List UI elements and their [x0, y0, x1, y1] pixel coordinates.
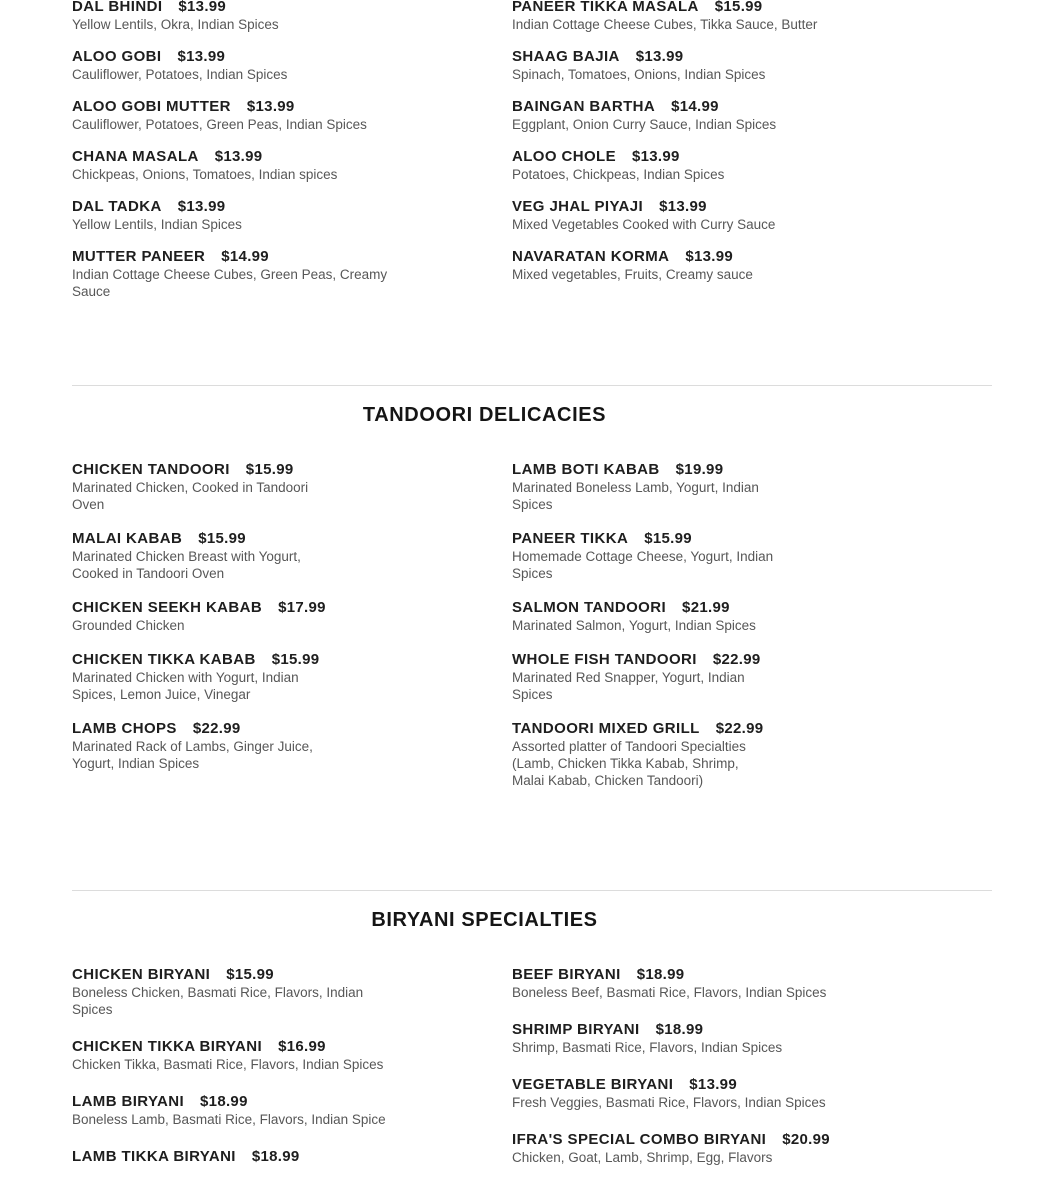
section-columns — [72, 966, 992, 1186]
menu-section-tandoori-delicacies — [72, 385, 992, 806]
menu-item-header — [72, 148, 512, 166]
menu-item-dal-bhindi — [72, 0, 512, 33]
menu-item-header — [72, 1148, 512, 1166]
menu-item-description: Marinated Salmon, Yogurt, Indian Spices — [512, 618, 756, 633]
menu-item-name: LAMB CHOPS — [72, 720, 177, 737]
menu-item-price: $21.99 — [682, 599, 730, 616]
menu-item-header — [512, 198, 952, 216]
menu-item-description: Fresh Veggies, Basmati Rice, Flavors, Indian Spices — [512, 1095, 826, 1110]
menu-item-name: LAMB BIRYANI — [72, 1093, 185, 1110]
menu-item-price: $13.99 — [177, 198, 226, 215]
menu-item-header — [512, 48, 952, 66]
menu-item-header — [512, 651, 952, 669]
menu-item-header — [72, 0, 512, 16]
menu-item-header — [512, 0, 952, 16]
menu-item-name: MALAI KABAB — [72, 530, 183, 547]
menu-item-name: DAL TADKA — [72, 198, 162, 215]
menu-item-description: Chickpeas, Onions, Tomatoes, Indian spices — [72, 167, 338, 182]
menu-item-description: Chicken Tikka, Basmati Rice, Flavors, Indian Spices — [72, 1057, 384, 1072]
menu-item-price: $15.99 — [714, 0, 763, 15]
menu-item-description: Yellow Lentils, Okra, Indian Spices — [72, 17, 279, 32]
menu-item-chicken-tandoori — [72, 461, 512, 513]
menu-item-price: $13.99 — [685, 248, 734, 265]
menu-item-description: Cauliflower, Potatoes, Indian Spices — [72, 67, 288, 82]
menu-item-description: Grounded Chicken — [72, 618, 185, 633]
menu-column-left — [72, 461, 512, 806]
menu-item-header — [72, 599, 512, 617]
menu-item-header — [512, 1021, 952, 1039]
menu-item-description: Assorted platter of Tandoori Specialties (Lamb, Chicken Tikka Kabab, Shrimp, Malai Kabab, Chicken Tandoori) — [512, 739, 746, 788]
menu-item-header — [512, 148, 952, 166]
menu-item-description: Cauliflower, Potatoes, Green Peas, Indian Spices — [72, 117, 367, 132]
menu-item-description: Indian Cottage Cheese Cubes, Green Peas, Creamy Sauce — [72, 267, 388, 299]
menu-item-header — [512, 98, 952, 116]
menu-item-name: TANDOORI MIXED GRILL — [512, 720, 700, 737]
menu-item-price: $15.99 — [198, 530, 246, 547]
menu-item-price: $18.99 — [200, 1093, 248, 1110]
menu-item-name: PANEER TIKKA — [512, 530, 629, 547]
menu-item-aloo-gobi — [72, 48, 512, 83]
menu-item-price: $13.99 — [214, 148, 263, 165]
menu-item-description: Shrimp, Basmati Rice, Flavors, Indian Spices — [512, 1040, 783, 1055]
menu-item-name: SHRIMP BIRYANI — [512, 1021, 640, 1038]
menu-item-price: $15.99 — [644, 530, 692, 547]
menu-item-header — [512, 248, 952, 266]
menu-item-paneer-tikka-masala — [512, 0, 952, 33]
menu-item-chicken-biryani — [72, 966, 512, 1018]
menu-item-name: CHICKEN TIKKA KABAB — [72, 651, 256, 668]
menu-item-description: Potatoes, Chickpeas, Indian Spices — [512, 167, 725, 182]
menu-column-right — [512, 0, 952, 315]
menu-item-malai-kabab — [72, 530, 512, 582]
menu-item-header — [512, 1076, 952, 1094]
menu-item-header — [512, 599, 952, 617]
menu-item-salmon-tandoori — [512, 599, 952, 634]
menu-item-header — [72, 48, 512, 66]
menu-item-name: NAVARATAN KORMA — [512, 248, 670, 265]
menu-item-name: BEEF BIRYANI — [512, 966, 621, 983]
menu-item-name: MUTTER PANEER — [72, 248, 206, 265]
section-divider — [72, 890, 992, 891]
menu-item-name: IFRA'S SPECIAL COMBO BIRYANI — [512, 1131, 767, 1148]
menu-item-header — [512, 966, 952, 984]
menu-item-header — [512, 461, 952, 479]
menu-item-description: Boneless Beef, Basmati Rice, Flavors, Indian Spices — [512, 985, 827, 1000]
menu-item-price: $15.99 — [271, 651, 320, 668]
menu-column-left — [72, 966, 512, 1186]
menu-item-header — [72, 1093, 512, 1111]
menu-item-aloo-gobi-mutter — [72, 98, 512, 133]
menu-item-header — [72, 966, 512, 984]
menu-item-name: LAMB BOTI KABAB — [512, 461, 660, 478]
menu-item-name: CHICKEN TANDOORI — [72, 461, 230, 478]
menu-item-header — [72, 530, 512, 548]
menu-item-chana-masala — [72, 148, 512, 183]
section-columns — [72, 0, 992, 315]
menu-item-dal-tadka — [72, 198, 512, 233]
menu-item-description: Chicken, Goat, Lamb, Shrimp, Egg, Flavors — [512, 1150, 773, 1165]
menu-item-name: PANEER TIKKA MASALA — [512, 0, 699, 15]
menu-item-name: SHAAG BAJIA — [512, 48, 620, 65]
menu-item-description: Marinated Chicken Breast with Yogurt, Cooked in Tandoori Oven — [72, 549, 301, 581]
menu-item-header — [512, 720, 952, 738]
menu-item-price: $13.99 — [635, 48, 684, 65]
menu-item-header — [72, 1038, 512, 1056]
menu-item-header — [72, 651, 512, 669]
menu-section-top — [72, 0, 992, 315]
menu-item-beef-biryani — [512, 966, 952, 1001]
menu-item-price: $20.99 — [782, 1131, 830, 1148]
menu-item-price: $22.99 — [192, 720, 241, 737]
menu-item-name: SALMON TANDOORI — [512, 599, 667, 616]
menu-item-description: Marinated Chicken with Yogurt, Indian Spices, Lemon Juice, Vinegar — [72, 670, 299, 702]
menu-item-price: $14.99 — [671, 98, 719, 115]
menu-item-price: $15.99 — [226, 966, 274, 983]
menu-item-price: $18.99 — [636, 966, 685, 983]
menu-item-mutter-paneer — [72, 248, 512, 300]
menu-item-price: $19.99 — [675, 461, 724, 478]
menu-column-right — [512, 461, 952, 806]
menu-item-header — [72, 198, 512, 216]
menu-item-lamb-tikka-biryani — [72, 1148, 512, 1166]
menu-item-veg-jhal-piyaji — [512, 198, 952, 233]
menu-item-vegetable-biryani — [512, 1076, 952, 1111]
menu-item-name: LAMB TIKKA BIRYANI — [72, 1148, 236, 1165]
menu-item-header — [72, 720, 512, 738]
menu-column-left — [72, 0, 512, 315]
menu-item-name: ALOO CHOLE — [512, 148, 616, 165]
menu-item-description: Eggplant, Onion Curry Sauce, Indian Spices — [512, 117, 777, 132]
menu-item-shrimp-biryani — [512, 1021, 952, 1056]
menu-item-description: Boneless Lamb, Basmati Rice, Flavors, Indian Spice — [72, 1112, 386, 1127]
menu-item-header — [72, 98, 512, 116]
menu-item-price: $13.99 — [659, 198, 707, 215]
section-divider — [72, 385, 992, 386]
menu-item-paneer-tikka — [512, 530, 952, 582]
menu-item-description: Marinated Chicken, Cooked in Tandoori Oven — [72, 480, 309, 512]
menu-item-header — [512, 530, 952, 548]
menu-item-description: Mixed vegetables, Fruits, Creamy sauce — [512, 267, 753, 282]
menu-item-description: Marinated Boneless Lamb, Yogurt, Indian Spices — [512, 480, 759, 512]
menu-item-baingan-bartha — [512, 98, 952, 133]
menu-item-name: VEG JHAL PIYAJI — [512, 198, 644, 215]
menu-item-price: $18.99 — [251, 1148, 300, 1165]
menu-item-price: $13.99 — [178, 0, 227, 15]
menu-content — [72, 0, 992, 1186]
menu-item-header — [72, 248, 512, 266]
menu-item-tandoori-mixed-grill — [512, 720, 952, 789]
menu-item-price: $18.99 — [655, 1021, 704, 1038]
menu-item-description: Indian Cottage Cheese Cubes, Tikka Sauce, Butter — [512, 17, 818, 32]
menu-item-shaag-bajia — [512, 48, 952, 83]
menu-section-biryani-specialties — [72, 890, 992, 1186]
menu-item-description: Homemade Cottage Cheese, Yogurt, Indian Spices — [512, 549, 774, 581]
menu-item-chicken-tikka-biryani — [72, 1038, 512, 1073]
menu-item-name: CHICKEN TIKKA BIRYANI — [72, 1038, 263, 1055]
menu-item-description: Boneless Chicken, Basmati Rice, Flavors, Indian Spices — [72, 985, 364, 1017]
menu-item-price: $15.99 — [245, 461, 294, 478]
menu-item-name: CHICKEN SEEKH KABAB — [72, 599, 263, 616]
menu-item-navaratan-korma — [512, 248, 952, 283]
menu-item-lamb-chops — [72, 720, 512, 772]
menu-item-price: $13.99 — [177, 48, 226, 65]
menu-item-price: $13.99 — [689, 1076, 737, 1093]
section-title: TANDOORI DELICACIES — [362, 404, 607, 426]
menu-item-header — [512, 1131, 952, 1149]
section-columns — [72, 461, 992, 806]
menu-item-name: VEGETABLE BIRYANI — [512, 1076, 674, 1093]
menu-item-lamb-boti-kabab — [512, 461, 952, 513]
menu-item-aloo-chole — [512, 148, 952, 183]
menu-item-ifra-s-special-combo-biryani — [512, 1131, 952, 1166]
section-title: BIRYANI SPECIALTIES — [371, 909, 598, 931]
menu-item-price: $22.99 — [712, 651, 761, 668]
menu-item-description: Spinach, Tomatoes, Onions, Indian Spices — [512, 67, 766, 82]
menu-item-name: CHICKEN BIRYANI — [72, 966, 211, 983]
menu-item-name: WHOLE FISH TANDOORI — [512, 651, 697, 668]
menu-item-price: $22.99 — [715, 720, 764, 737]
menu-item-description: Mixed Vegetables Cooked with Curry Sauce — [512, 217, 776, 232]
menu-item-price: $16.99 — [278, 1038, 326, 1055]
menu-item-name: DAL BHINDI — [72, 0, 163, 15]
menu-item-price: $13.99 — [632, 148, 680, 165]
menu-item-price: $14.99 — [221, 248, 269, 265]
menu-item-description: Yellow Lentils, Indian Spices — [72, 217, 242, 232]
menu-column-right — [512, 966, 952, 1186]
menu-item-chicken-tikka-kabab — [72, 651, 512, 703]
menu-item-name: ALOO GOBI MUTTER — [72, 98, 231, 115]
menu-item-name: ALOO GOBI — [72, 48, 162, 65]
menu-item-chicken-seekh-kabab — [72, 599, 512, 634]
menu-item-header — [72, 461, 512, 479]
menu-item-name: BAINGAN BARTHA — [512, 98, 656, 115]
menu-item-price: $13.99 — [246, 98, 295, 115]
menu-item-name: CHANA MASALA — [72, 148, 199, 165]
menu-item-lamb-biryani — [72, 1093, 512, 1128]
menu-item-price: $17.99 — [278, 599, 326, 616]
menu-item-description: Marinated Rack of Lambs, Ginger Juice, Yogurt, Indian Spices — [72, 739, 313, 771]
menu-item-description: Marinated Red Snapper, Yogurt, Indian Spices — [512, 670, 745, 702]
menu-item-whole-fish-tandoori — [512, 651, 952, 703]
